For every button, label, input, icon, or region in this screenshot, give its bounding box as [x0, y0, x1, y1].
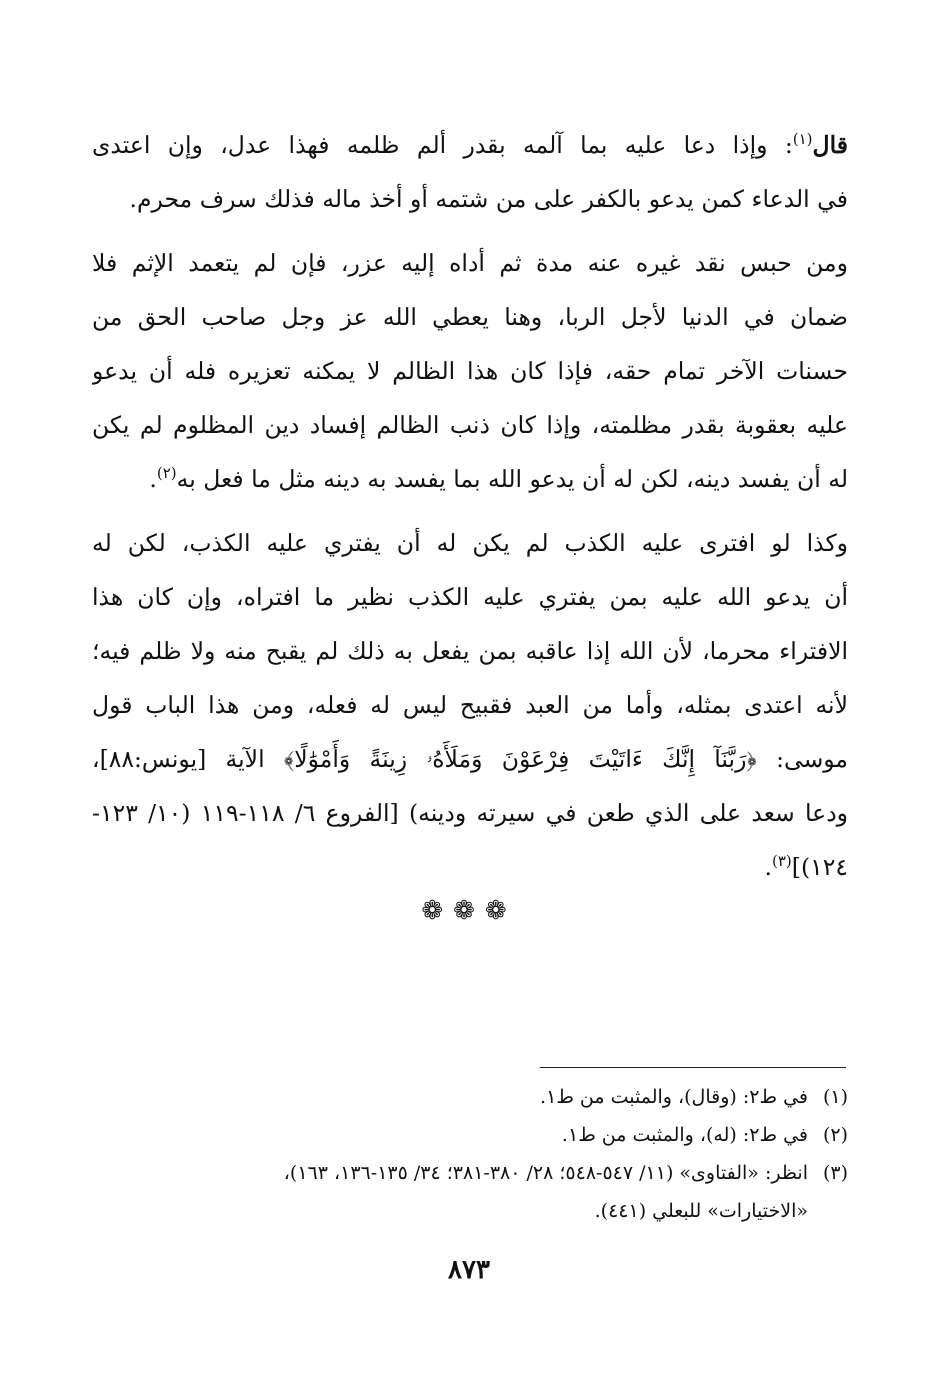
- footnote-2: [92, 1116, 848, 1154]
- paragraph-1-lead: قال: [812, 131, 848, 159]
- paragraph-3-line-1: وكذا لو افترى عليه الكذب لم يكن له أن يفتري عليه الكذب، لكن له: [92, 529, 848, 557]
- section-ornament-divider: ❁❁❁: [421, 896, 517, 926]
- footnote-2-text: في ط٢: (له)، والمثبت من ط١.: [561, 1124, 808, 1146]
- page-number: ٨٧٣: [448, 1255, 490, 1285]
- paragraph-1: [92, 118, 848, 226]
- footnote-3-number: (٣): [822, 1162, 848, 1184]
- footnote-ref-2[interactable]: (٢): [156, 464, 177, 483]
- paragraph-1-line-2: في الدعاء كمن يدعو بالكفر على من شتمه أو أخذ ماله فذلك سرف محرم.: [129, 185, 848, 213]
- footnote-3-continuation: [92, 1192, 848, 1230]
- footnote-2-number: (٢): [822, 1124, 848, 1146]
- paragraph-2-line-1: ومن حبس نقد غيره عنه مدة ثم أداه إليه عزر، فإن لم يتعمد الإثم فلا: [92, 249, 848, 277]
- paragraph-3-line-4: لأنه اعتدى بمثله، وأما من العبد فقبيح ليس له فعله، ومن هذا الباب قول: [92, 691, 848, 719]
- footnote-1-text: في ط٢: (وقال)، والمثبت من ط١.: [540, 1086, 808, 1108]
- footnote-3-text: انظر: «الفتاوى» (١١/ ٥٤٧-٥٤٨؛ ٢٨/ ٣٨٠-٣٨١؛ ٣٤/ ١٣٥-١٣٦، ١٦٣)،: [283, 1162, 808, 1184]
- paragraph-3-line-5-quran-verse: موسى: ﴿رَبَّنَآ إِنَّكَ ءَاتَيْتَ فِرْعَوْنَ وَمَلَأَهُۥ زِينَةً وَأَمْوَٰلًا﴾ الآية [يونس:٨٨]،: [92, 745, 848, 773]
- paragraph-3: [92, 516, 848, 894]
- footnote-1-number: (١): [822, 1086, 848, 1108]
- footnote-ref-3[interactable]: (٣): [772, 852, 792, 871]
- footnote-3-text-continued: «الاختيارات» للبعلي (٤٤١).: [594, 1200, 808, 1222]
- footnote-ref-1[interactable]: (١): [792, 130, 813, 149]
- paragraph-3-line-6: ودعا سعد على الذي طعن في سيرته ودينه) [الفروع ٦/ ١١٨-١١٩ (١٠/ ١٢٣-: [92, 799, 848, 827]
- footnote-3: [92, 1154, 848, 1192]
- paragraph-3-line-2: أن يدعو الله عليه بمن يفتري عليه الكذب نظير ما افتراه، وإن كان هذا: [92, 583, 848, 611]
- footnote-separator: [540, 1067, 846, 1068]
- footnotes: [92, 1078, 848, 1230]
- page-body: [92, 118, 848, 894]
- paragraph-1-line-1: قال$^{(١)}$: وإذا دعا عليه بما آلمه بقدر ألم ظلمه فهذا عدل، وإن اعتدى: [92, 130, 848, 159]
- paragraph-3-line-3: الافتراء محرما، لأن الله إذا عاقبه بمن يفعل به ذلك لم يقبح منه ولا ظلم فيه؛: [92, 637, 848, 665]
- paragraph-3-line-7: ١٢٤)]$^{(٣)}$.: [764, 852, 848, 881]
- footnote-1: [92, 1078, 848, 1116]
- paragraph-2-line-3: حسنات الآخر تمام حقه، فإذا كان هذا الظالم لا يمكنه تعزيره فله أن يدعو: [92, 357, 848, 385]
- paragraph-2: [92, 236, 848, 506]
- paragraph-2-line-5: له أن يفسد دينه، لكن له أن يدعو الله بما يفسد به دينه مثل ما فعل به$^{(٢)}$.: [149, 464, 848, 493]
- paragraph-2-line-2: ضمان في الدنيا لأجل الربا، وهنا يعطي الله عز وجل صاحب الحق من: [92, 303, 848, 331]
- paragraph-2-line-4: عليه بعقوبة بقدر مظلمته، وإذا كان ذنب الظالم إفساد دين المظلوم لم يكن: [92, 411, 848, 439]
